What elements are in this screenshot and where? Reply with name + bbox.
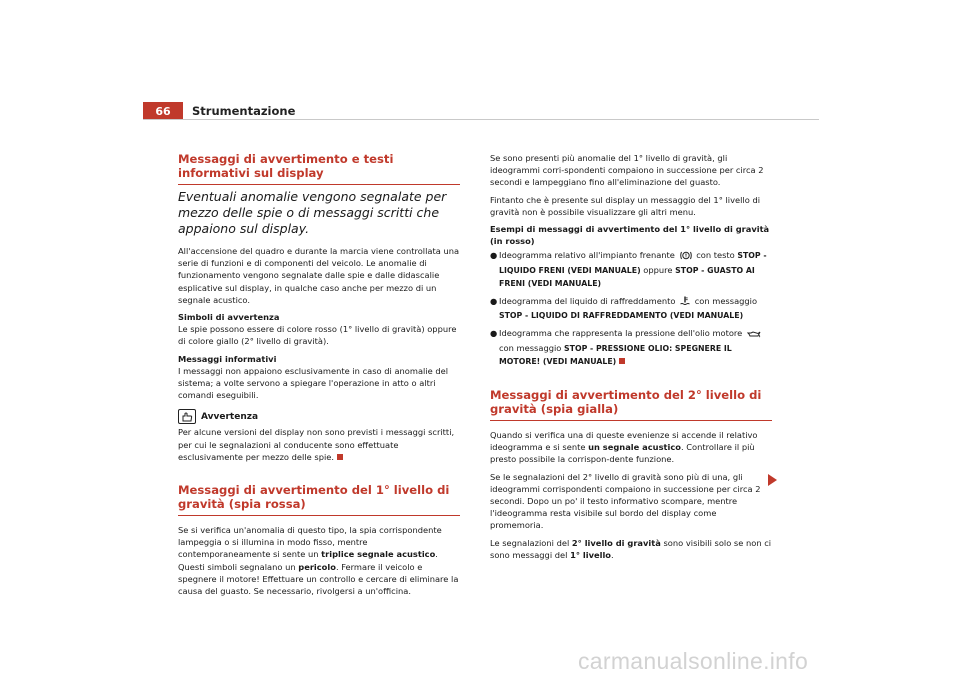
list-item: ● Ideogramma relativo all'impianto frenante con testo STOP - LIQUIDO FRENI (VEDI MANUALE) oppure STOP - GUASTO AI FRENI (VEDI MANUALE) bbox=[490, 249, 772, 290]
intro-paragraph: All'accensione del quadro e durante la marcia viene controllata una serie di funzioni e di componenti del veicolo. Le anomalie di funzionamento vengono segnalate dalle spie e dalle didascalie esplicative sul display, in qualche caso anche per mezzo di un segnale acustico. bbox=[178, 246, 460, 305]
info-messages-paragraph: I messaggi non appaiono esclusivamente in caso di anomalie del sistema; a volte servono a spiegare l'operazione in atto o altri comandi eseguibili. bbox=[178, 365, 449, 401]
bullet-dot: ● bbox=[490, 328, 498, 339]
page-number: 66 bbox=[143, 102, 183, 120]
section-heading-level1: Messaggi di avvertimento del 1° livello di gravità (spia rossa) bbox=[178, 483, 460, 516]
page-header-title: Strumentazione bbox=[192, 104, 296, 118]
left-column bbox=[178, 152, 460, 602]
brake-system-icon bbox=[680, 251, 692, 263]
level2-paragraph-1: Quando si verifica una di queste evenienze si accende il relativo ideogramma e si sente un segnale acustico. Controllare il più presto possibile la corrispon-dente funzione. bbox=[490, 430, 758, 465]
note-header bbox=[178, 409, 460, 424]
note-title: Avvertenza bbox=[201, 411, 259, 422]
symbols-paragraph: Le spie possono essere di colore rosso (1° livello di gravità) oppure di colore giallo (2° livello di gravità). bbox=[178, 324, 457, 347]
level2-paragraph-2: Se le segnalazioni del 2° livello di gravità sono più di una, gli ideogrammi corrispondenti compaiono in successione per circa 2 secondi. Dopo un po' il testo informativo scompare, mentre l'ideogramma resta visibile sul bordo del display come promemoria. bbox=[490, 471, 761, 531]
level2-paragraph-3: Le segnalazioni del 2° livello di gravità sono visibili solo se non ci sono messaggi del 1° livello. bbox=[490, 537, 772, 560]
menu-block-paragraph: Fintanto che è presente sul display un messaggio del 1° livello di gravità non è possibile visualizzare gli altri menu. bbox=[490, 194, 761, 217]
bullet-dot: ● bbox=[490, 296, 498, 307]
section-lead: Eventuali anomalie vengono segnalate per mezzo delle spie o di messaggi scritti che appaiono sul display. bbox=[178, 189, 447, 236]
watermark: carmanualsonline.info bbox=[578, 648, 809, 674]
continue-arrow-icon bbox=[768, 474, 777, 486]
list-item: ● Ideogramma del liquido di raffreddamento con messaggio STOP - LIQUIDO DI RAFFREDDAMENTO (VEDI MANUALE) bbox=[490, 295, 772, 322]
note-hand-icon bbox=[178, 409, 196, 424]
end-of-section-marker bbox=[619, 358, 625, 364]
oil-pressure-icon bbox=[747, 329, 761, 341]
level1-paragraph: Se si verifica un'anomalia di questo tipo, la spia corrispondente lampeggia o si illumina in modo fisso, mentre contemporaneamente si sente un triplice segnale acustico. Questi simboli segnalano un pericolo. Fermare il veicolo e spegnere il motore! Effettuare un controllo e cercare di eliminare la causa del guasto. Se necessario, rivolgersi a un'officina. bbox=[178, 525, 459, 597]
section-heading-level2: Messaggi di avvertimento del 2° livello di gravità (spia gialla) bbox=[490, 388, 772, 421]
multiple-anomalies-paragraph: Se sono presenti più anomalie del 1° livello di gravità, gli ideogrammi corri-spondenti compaiono in successione per circa 2 secondi e lampeggiano fino all'eliminazione del guasto. bbox=[490, 153, 764, 188]
bullet-dot: ● bbox=[490, 250, 498, 261]
examples-heading: Esempi di messaggi di avvertimento del 1° livello di gravità (in rosso) bbox=[490, 224, 770, 247]
section-heading-warnings: Messaggi di avvertimento e testi informativi sul display bbox=[178, 152, 460, 185]
list-item: ● Ideogramma che rappresenta la pressione dell'olio motore con messaggio STOP - PRESSIONE OLIO: SPEGNERE IL MOTORE! (VEDI MANUALE) bbox=[490, 327, 772, 368]
right-column bbox=[490, 152, 772, 566]
subheading-symbols: Simboli di avvertenza bbox=[178, 312, 280, 323]
header-divider bbox=[143, 119, 819, 120]
coolant-temperature-icon bbox=[680, 296, 690, 309]
subheading-info-messages: Messaggi informativi bbox=[178, 353, 277, 364]
end-of-section-marker bbox=[337, 454, 343, 460]
note-text: Per alcune versioni del display non sono previsti i messaggi scritti, per cui le segnalazioni al conducente sono effettuate esclusivamente per mezzo delle spie. bbox=[178, 427, 455, 462]
